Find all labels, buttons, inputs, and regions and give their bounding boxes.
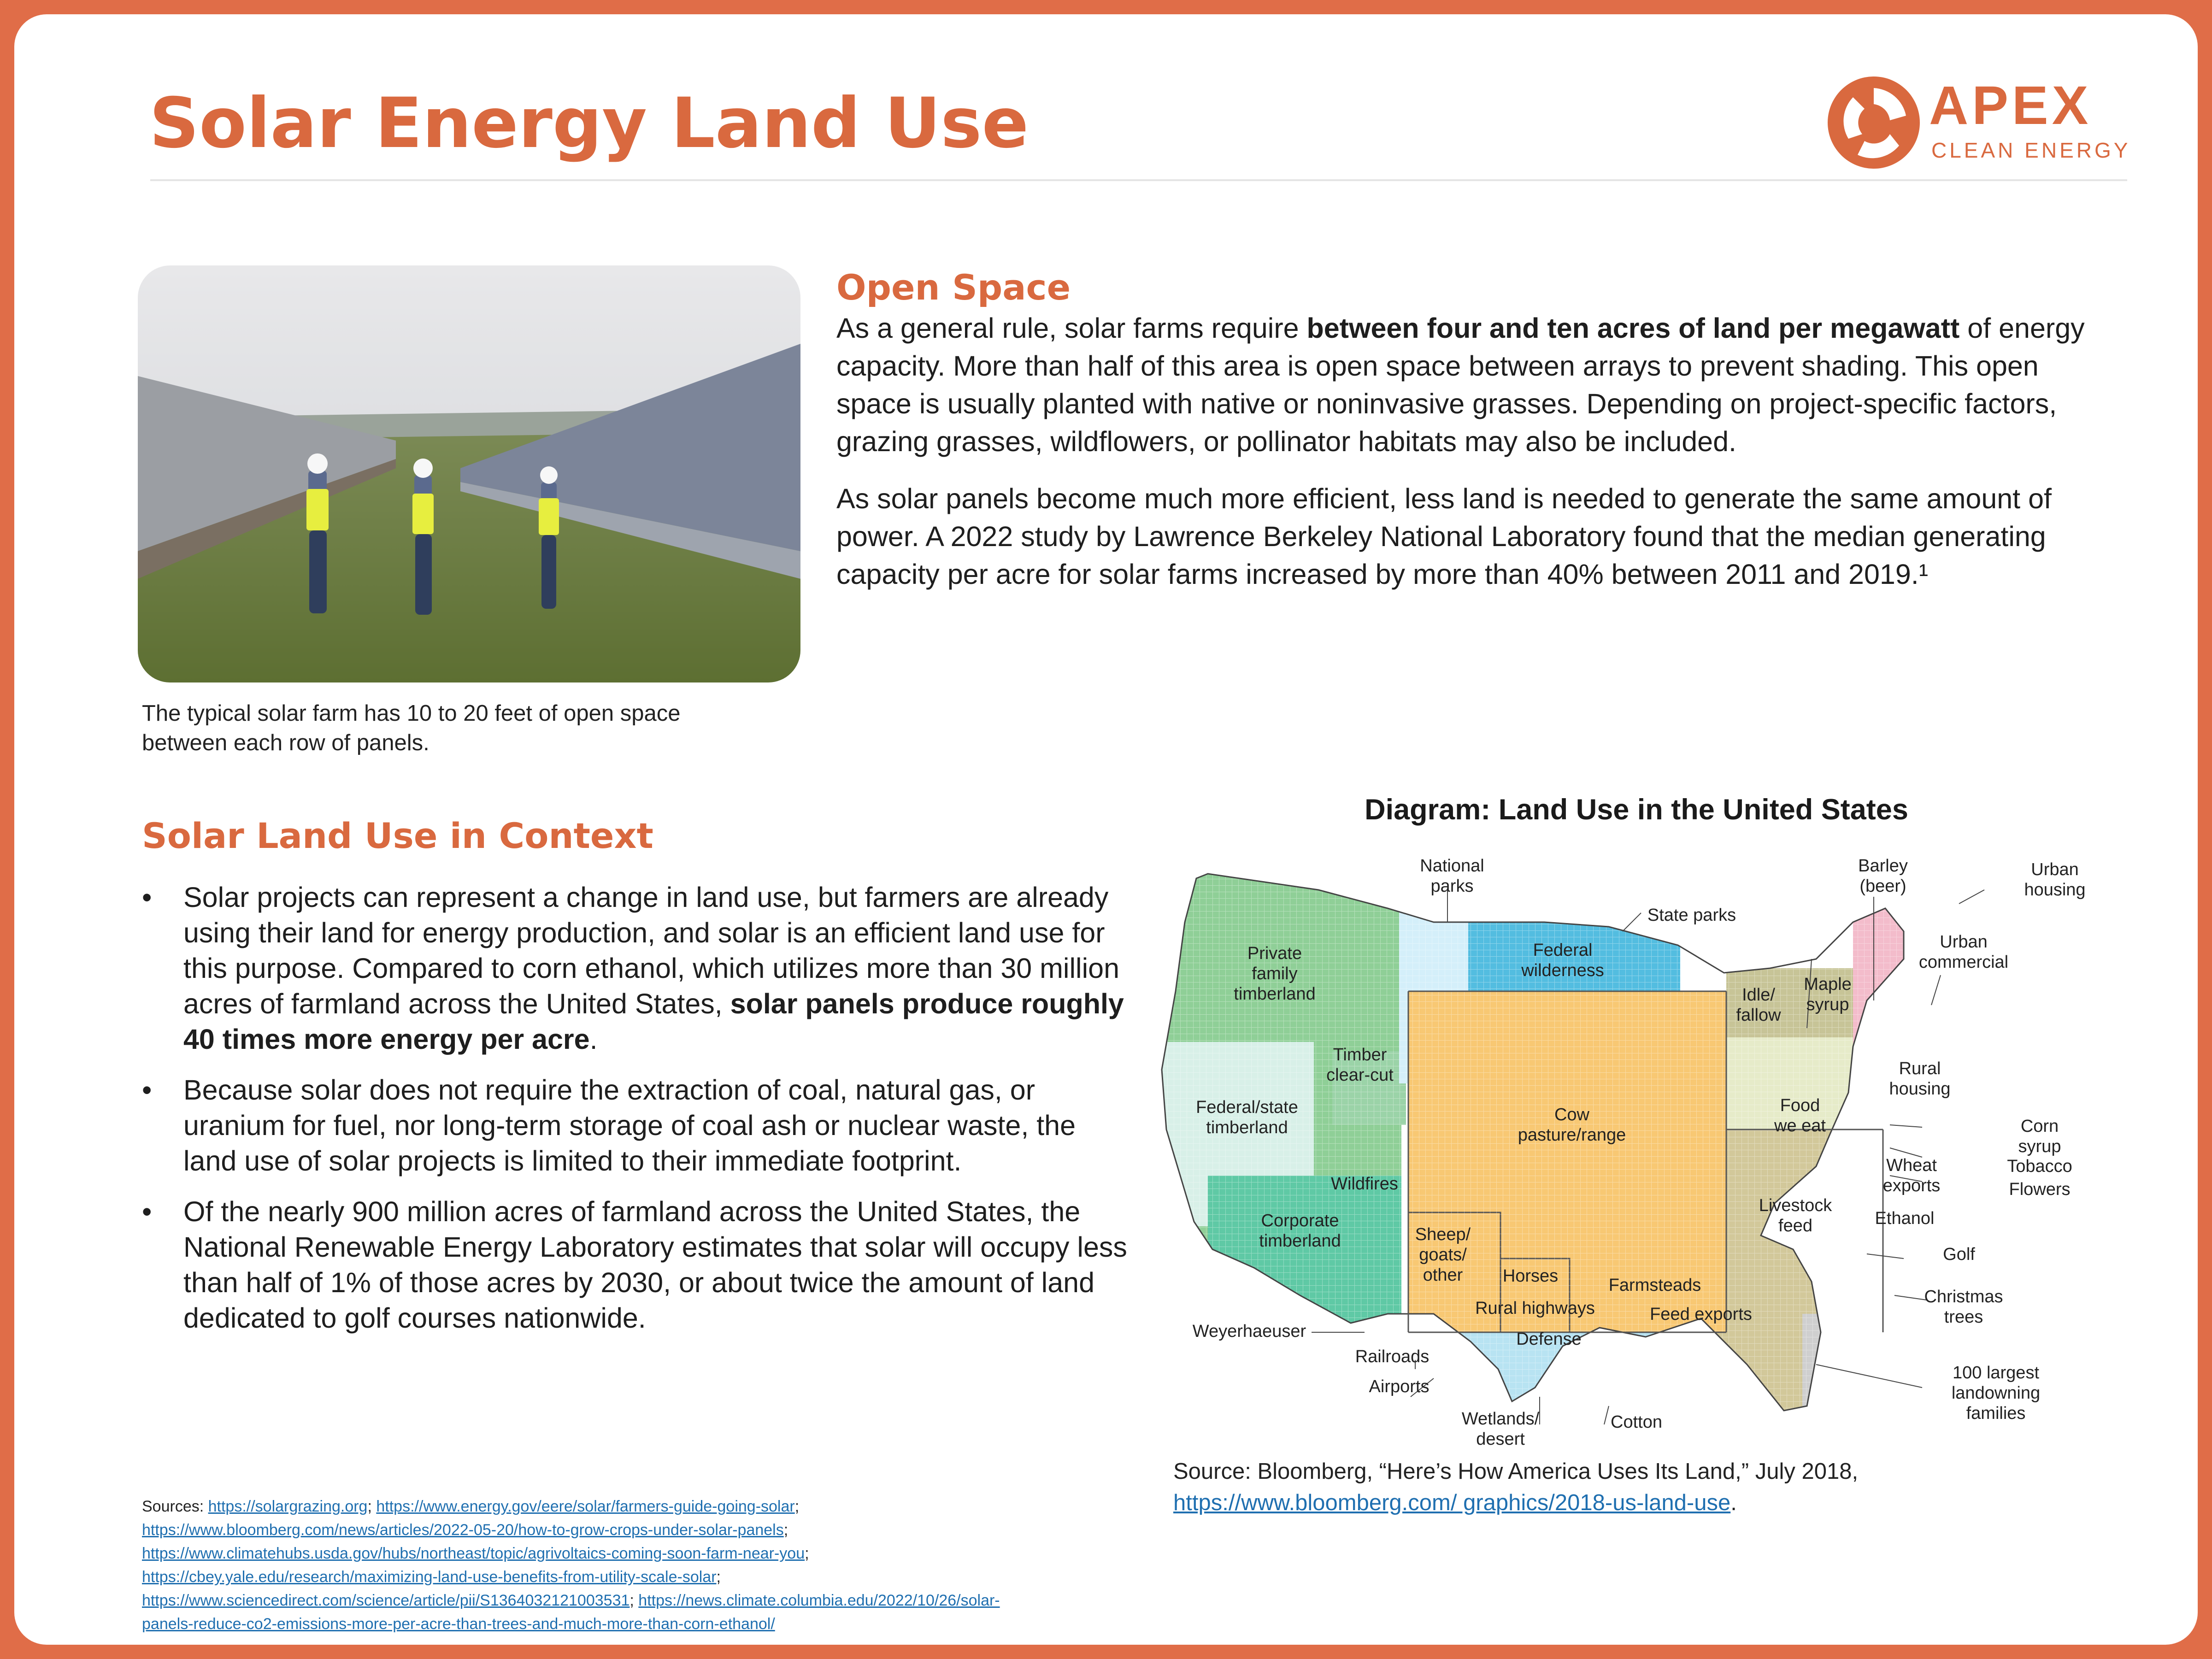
- map-label-100-largest-2: landowning: [1951, 1383, 2041, 1403]
- map-label-corporate-timberland: Corporate: [1261, 1211, 1339, 1230]
- list-item: • Of the nearly 900 million acres of farmland across the United States, the National Renewable Energy Laboratory estimates that solar will occupy less than half of 1% of those acres by 2030, or about twice the amount of land dedicated to golf courses nationwide.: [142, 1194, 1128, 1336]
- apex-swirl-icon: [1821, 70, 1927, 176]
- map-label-private-family-2: family: [1252, 964, 1298, 983]
- map-label-defense: Defense: [1516, 1330, 1582, 1349]
- map-label-wetlands-2: desert: [1476, 1430, 1525, 1449]
- map-label-corn-syrup: Corn: [2020, 1117, 2059, 1136]
- source-link[interactable]: https://www.bloomberg.com/news/articles/2022-05-20/how-to-grow-crops-under-solar-panels: [142, 1521, 784, 1539]
- map-label-cow-2: pasture/range: [1518, 1125, 1626, 1145]
- map-label-tobacco: Tobacco: [2007, 1157, 2072, 1176]
- map-label-private-family: Private: [1247, 944, 1302, 963]
- list-item: • Solar projects can represent a change in land use, but farmers are already using their land for energy production, and solar is an efficient land use for this purpose. Compared to corn ethanol, which utilizes more than 30 million acres of farmland across the United States, solar panels produce roughly 40 times more energy per acre.: [142, 880, 1128, 1057]
- map-label-cow: Cow: [1554, 1105, 1590, 1124]
- map-label-food-we-eat-2: we eat: [1774, 1116, 1826, 1135]
- map-label-timber-clear-cut-2: clear-cut: [1326, 1065, 1394, 1085]
- map-label-idle-fallow-2: fallow: [1736, 1006, 1781, 1025]
- map-label-golf: Golf: [1943, 1245, 1975, 1264]
- map-label-cotton: Cotton: [1611, 1412, 1662, 1432]
- map-label-farmsteads: Farmsteads: [1608, 1276, 1701, 1295]
- source-link[interactable]: https://www.climatehubs.usda.gov/hubs/northeast/topic/agrivoltaics-coming-soon-farm-near-you: [142, 1545, 805, 1562]
- open-space-heading: Open Space: [836, 267, 1071, 308]
- bullet-icon: •: [142, 1196, 152, 1227]
- map-label-timber-clear-cut: Timber: [1333, 1045, 1387, 1065]
- map-label-100-largest-3: families: [1966, 1404, 2026, 1423]
- map-label-urban-commercial: Urban: [1940, 932, 1988, 952]
- map-label-rural-housing: Rural: [1899, 1059, 1941, 1078]
- list-item: • Because solar does not require the extraction of coal, natural gas, or uranium for fuel, nor long-term storage of coal ash or nuclear waste, the land use of solar projects is limited to their immediate footprint.: [142, 1072, 1128, 1179]
- map-label-christmas-trees: Christmas: [1924, 1287, 2003, 1306]
- map-label-federal-state-timberland: Federal/state: [1196, 1098, 1298, 1117]
- map-label-weyerhaeuser: Weyerhaeuser: [1192, 1322, 1306, 1341]
- map-label-urban-commercial-2: commercial: [1918, 953, 2009, 972]
- map-label-railroads: Railroads: [1355, 1347, 1430, 1366]
- source-link[interactable]: panels-reduce-co2-emissions-more-per-acre-than-trees-and-much-more-than-corn-ethanol/: [142, 1615, 775, 1633]
- diagram-title: Diagram: Land Use in the United States: [1365, 794, 1908, 826]
- map-source: Source: Bloomberg, “Here’s How America Uses Its Land,” July 2018, https://www.bloomberg.com/ graphics/2018-us-land-use.: [1173, 1459, 1859, 1515]
- map-label-rural-highways: Rural highways: [1475, 1299, 1595, 1318]
- source-link[interactable]: https://www.energy.gov/eere/solar/farmers-guide-going-solar: [376, 1498, 795, 1515]
- map-label-100-largest: 100 largest: [1952, 1363, 2040, 1382]
- photo-caption: The typical solar farm has 10 to 20 feet of open space between each row of panels.: [142, 701, 681, 755]
- map-label-rural-housing-2: housing: [1889, 1079, 1951, 1099]
- map-label-wheat-exports-2: exports: [1883, 1176, 1941, 1195]
- map-label-maple-syrup-2: syrup: [1806, 995, 1849, 1014]
- open-space-paragraph-1: As a general rule, solar farms require between four and ten acres of land per megawatt of energy capacity. More than half of this area is open space between arrays to prevent shading. This open space is usually planted with native or noninvasive grasses. Depending on project-specific factors, grazing grasses, wildflowers, or pollinator habitats may also be included.: [836, 312, 2085, 457]
- map-label-national-parks-2: parks: [1430, 877, 1474, 896]
- sources-footnote: Sources: https://solargrazing.org; https://www.energy.gov/eere/solar/farmers-guide-going-solar; https://www.bloomberg.com/news/articles/2022-05-20/how-to-grow-crops-under-solar-panels; https://www.climatehubs.usda.gov/hubs/northeast/topic/agrivoltaics-coming-soon-farm-near-you; https://cbey.yale.edu/research/maximizing-land-use-benefits-from-utility-scale-solar; https://www.sciencedirect.com/science/article/pii/S1364032121003531; https://news.climate.columbia.edu/2022/10/26/solar- panels-reduce-co2-emissions-more-per-acre-than-trees-and-much-more-than-corn-ethanol/: [142, 1498, 1000, 1633]
- map-source-link[interactable]: https://www.bloomberg.com/ graphics/2018-us-land-use: [1173, 1490, 1731, 1515]
- map-label-sheep-3: other: [1423, 1265, 1463, 1285]
- map-label-federal-wilderness-2: wilderness: [1521, 961, 1604, 980]
- source-link[interactable]: https://cbey.yale.edu/research/maximizing-land-use-benefits-from-utility-scale-solar: [142, 1568, 717, 1586]
- map-label-federal-wilderness: Federal: [1533, 941, 1593, 960]
- logo-subtext: CLEAN ENERGY: [1931, 138, 2131, 162]
- solar-farm-photo: [138, 265, 800, 682]
- map-label-airports: Airports: [1369, 1377, 1430, 1396]
- map-label-private-family-3: timberland: [1234, 984, 1316, 1004]
- map-label-wildfires: Wildfires: [1331, 1174, 1398, 1194]
- map-label-feed-exports: Feed exports: [1650, 1305, 1752, 1324]
- map-label-barley: Barley: [1858, 856, 1908, 876]
- map-label-federal-state-timberland-2: timberland: [1206, 1118, 1288, 1137]
- map-label-ethanol: Ethanol: [1875, 1209, 1935, 1228]
- map-label-urban-housing-2: housing: [2024, 880, 2086, 900]
- map-label-horses: Horses: [1502, 1266, 1559, 1286]
- source-link[interactable]: https://news.climate.columbia.edu/2022/10/26/solar-: [638, 1592, 1000, 1609]
- map-label-food-we-eat: Food: [1780, 1096, 1820, 1115]
- map-label-barley-2: (beer): [1859, 877, 1906, 896]
- map-label-national-parks: National: [1420, 856, 1484, 876]
- page-title: Solar Energy Land Use: [149, 83, 1029, 164]
- map-label-wheat-exports: Wheat: [1886, 1156, 1937, 1175]
- map-label-flowers: Flowers: [2009, 1180, 2071, 1199]
- map-label-sheep: Sheep/: [1415, 1225, 1471, 1244]
- map-label-corporate-timberland-2: timberland: [1259, 1231, 1341, 1251]
- map-label-urban-housing: Urban: [2031, 860, 2079, 879]
- map-label-livestock-feed: Livestock: [1759, 1196, 1832, 1215]
- page-card: [14, 14, 2198, 1645]
- land-use-map: [1148, 853, 2125, 1461]
- logo-text: APEX: [1929, 75, 2092, 136]
- map-label-christmas-trees-2: trees: [1944, 1307, 1983, 1327]
- map-label-sheep-2: goats/: [1419, 1245, 1467, 1265]
- context-bullet-list: [142, 880, 1128, 1351]
- header-divider: [150, 179, 2127, 181]
- bullet-icon: •: [142, 882, 152, 913]
- map-label-wetlands: Wetlands/: [1461, 1409, 1540, 1429]
- map-label-livestock-feed-2: feed: [1778, 1216, 1812, 1235]
- source-link[interactable]: https://www.sciencedirect.com/science/article/pii/S1364032121003531: [142, 1592, 630, 1609]
- map-label-idle-fallow: Idle/: [1742, 985, 1775, 1005]
- source-link[interactable]: https://solargrazing.org: [208, 1498, 368, 1515]
- open-space-paragraph-2: As solar panels become much more efficient, less land is needed to generate the same amount of power. A 2022 study by Lawrence Berkeley National Laboratory found that the median generating capacity per acre for solar farms increased by more than 40% between 2011 and 2019.¹: [836, 483, 2052, 590]
- context-heading: Solar Land Use in Context: [142, 815, 653, 856]
- brand-logo: [1821, 70, 2131, 176]
- map-label-state-parks: State parks: [1647, 906, 1736, 925]
- map-label-maple-syrup: Maple: [1804, 975, 1852, 994]
- bullet-icon: •: [142, 1074, 152, 1106]
- map-label-corn-syrup-2: syrup: [2018, 1137, 2061, 1156]
